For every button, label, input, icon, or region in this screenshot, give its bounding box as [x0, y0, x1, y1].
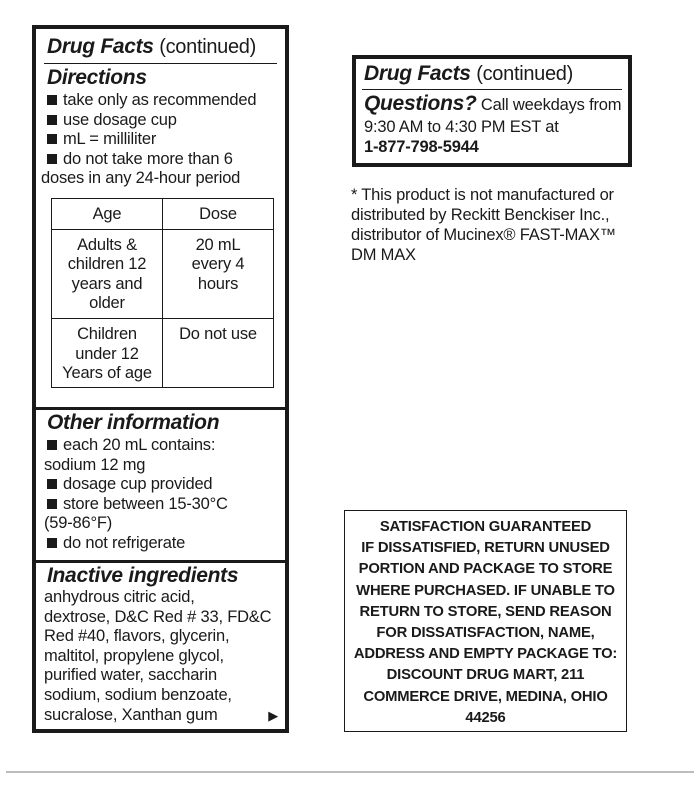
- other-info-continuation: (59-86°F): [44, 514, 113, 533]
- other-info-item: each 20 mL contains:: [47, 436, 277, 456]
- bullet-square-icon: [47, 134, 57, 144]
- drug-facts-header: [36, 35, 285, 59]
- table-header-age: Age: [52, 199, 163, 230]
- bullet-square-icon: [47, 95, 57, 105]
- table-header-row: [52, 199, 274, 230]
- table-header-dose: Dose: [163, 199, 274, 230]
- divider: [362, 89, 622, 90]
- directions-heading: Directions: [47, 66, 147, 89]
- questions-text: Call weekdays from: [476, 96, 622, 114]
- questions-heading: Questions?: [364, 92, 477, 115]
- questions-hours: 9:30 AM to 4:30 PM EST at: [364, 118, 559, 136]
- other-information-heading: Other information: [47, 411, 220, 434]
- questions-section: [364, 92, 624, 157]
- directions-item: use dosage cup: [47, 111, 277, 131]
- drug-facts-questions-panel: [352, 55, 632, 167]
- table-cell-dose: Do not use: [163, 318, 274, 387]
- inactive-ingredients-heading: Inactive ingredients: [47, 564, 239, 587]
- directions-item: mL = milliliter: [47, 130, 277, 150]
- manufacturer-notice: * This product is not manufactured or distributed by Reckitt Benckiser Inc., distributor of Mucinex® FAST-MAX™ DM MAX: [351, 186, 617, 264]
- satisfaction-guarantee-box: SATISFACTION GUARANTEED IF DISSATISFIED, RETURN UNUSED PORTION AND PACKAGE TO STORE WHERE PURCHASED. IF UNABLE TO RETURN TO STORE, SEND REASON FOR DISSATISFACTION, NAME, ADDRESS AND EMPTY PACKAGE TO: DISCOUNT DRUG MART, 211 COMMERCE DRIVE, MEDINA, OHIO 44256: [344, 510, 627, 732]
- directions-continuation: doses in any 24-hour period: [41, 169, 241, 188]
- table-cell-dose: 20 mL every 4 hours: [163, 229, 274, 318]
- section-divider: [36, 560, 285, 563]
- table-row: [52, 318, 274, 387]
- other-info-item: do not refrigerate: [47, 534, 277, 554]
- divider: [44, 63, 277, 64]
- table-cell-age: Adults & children 12 years and older: [52, 229, 163, 318]
- bullet-square-icon: [47, 115, 57, 125]
- drug-facts-header: [364, 62, 620, 86]
- drug-facts-title: Drug Facts: [364, 62, 471, 85]
- bullet-square-icon: [47, 440, 57, 450]
- inactive-ingredients-list: anhydrous citric acid, dextrose, D&C Red # 33, FD&C Red #40, flavors, glycerin, maltitol, propylene glycol, purified water, saccharin sodium, sodium benzoate, sucralose, Xanthan gum ▶: [44, 588, 278, 724]
- dose-table: [51, 198, 274, 388]
- bottom-rule: [6, 771, 694, 773]
- bullet-square-icon: [47, 499, 57, 509]
- table-row: [52, 229, 274, 318]
- bullet-square-icon: [47, 538, 57, 548]
- continue-arrow-icon: ▶: [268, 707, 278, 723]
- drug-facts-panel: [32, 25, 289, 733]
- directions-item: take only as recommended: [47, 91, 277, 111]
- drug-facts-title: Drug Facts: [47, 35, 154, 58]
- drug-facts-continued: (continued): [159, 36, 256, 58]
- directions-section: [36, 66, 285, 189]
- bullet-square-icon: [47, 154, 57, 164]
- drug-facts-continued: (continued): [476, 63, 573, 85]
- other-info-item: store between 15-30°C: [47, 495, 277, 515]
- table-cell-age: Children under 12 Years of age: [52, 318, 163, 387]
- other-info-continuation: sodium 12 mg: [44, 455, 146, 474]
- other-information-section: [36, 411, 285, 554]
- section-divider: [36, 407, 285, 410]
- bullet-square-icon: [47, 479, 57, 489]
- other-info-item: dosage cup provided: [47, 475, 277, 495]
- inactive-ingredients-section: [36, 564, 285, 725]
- guarantee-title: SATISFACTION GUARANTEED: [379, 519, 592, 535]
- phone-number: 1-877-798-5944: [364, 137, 479, 156]
- directions-item: do not take more than 6: [47, 150, 277, 170]
